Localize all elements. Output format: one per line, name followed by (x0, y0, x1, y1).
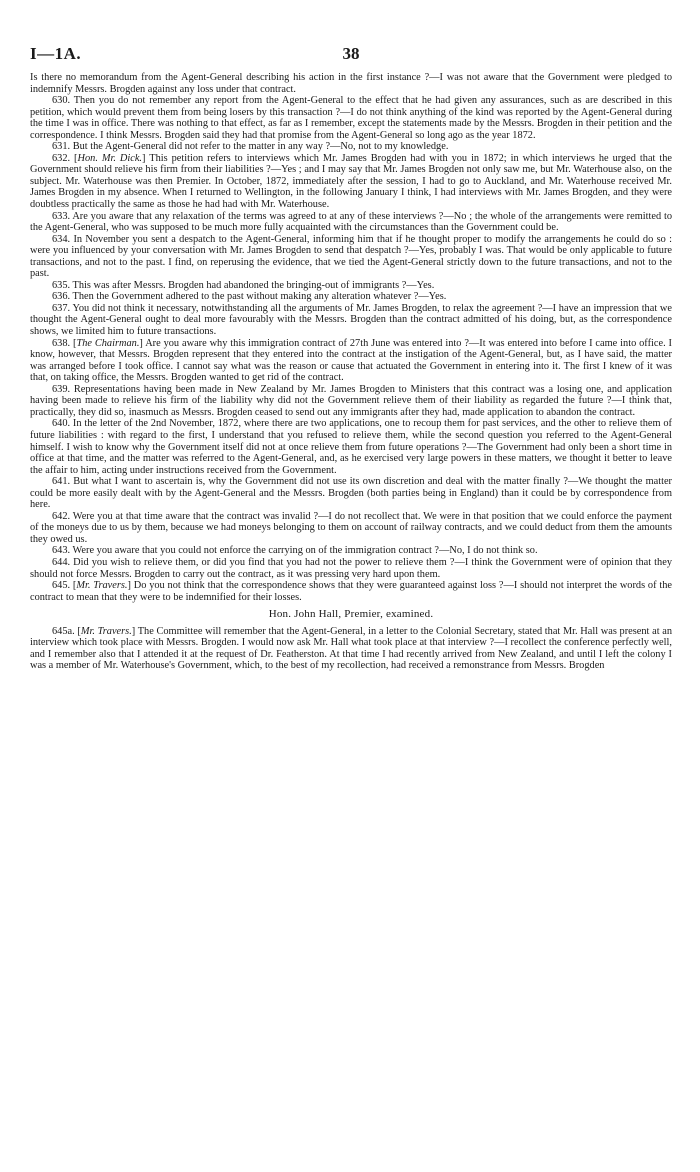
speaker-name: Mr. Travers. (80, 625, 132, 637)
paragraph-q641: 641. But what I want to ascertain is, why the Government did not use its own discretion and deal with the matter finally ?—We thought the matter could be more easily dealt with by the Agent-General and the Messrs. Brogden (both parties being in England) than it could be by correspondence from here. (30, 476, 672, 511)
paragraph-q633: 633. Are you aware that any relaxation of the terms was agreed to at any of these interviews ?—No ; the whole of the arrangements were remitted to the Agent-General, who was supposed to be much more fully acquainted with the circumstances than the Government could be. (30, 210, 672, 234)
paragraph-q643: 643. Were you aware that you could not enforce the carrying on of the immigration contract ?—No, I do not think so. (52, 545, 538, 557)
paragraph-intro: Is there no memorandum from the Agent-General describing his action in the first instance ?—I was not aware that the Government were pledged to indemnify Messrs. Brogden against any loss under that contract. (30, 72, 672, 95)
paragraph-q642: 642. Were you at that time aware that the contract was invalid ?—I do not recollect that. We were in that position that we could enforce the payment of the moneys due to us by them, because we had moneys belonging to them on account of railway contracts, and we could deduct from them the amounts they owed us. (30, 510, 672, 545)
paragraph-q630: 630. Then you do not remember any report from the Agent-General to the effect that he had given any assurances, such as are described in this petition, which would prevent them from being losers by this transaction ?—I do not think anything of the kind was reported by the Agent-General during the time I was in office. There was nothing to that effect, as far as I remember, except the statements made by the Messrs. Brogden in their petition and the correspondence. I think Messrs. Brogden said they had that promise from the Agent-General so long ago as the year 1872. (30, 95, 672, 141)
paragraph-q631: 631. But the Agent-General did not refer to the matter in any way ?—No, not to my knowledge. (52, 141, 449, 153)
paragraph-q635: 635. This was after Messrs. Brogden had abandoned the bringing-out of immigrants ?—Yes. (52, 279, 435, 291)
section-heading: Hon. John Hall, Premier, examined. (268, 608, 434, 621)
paragraph-q640: 640. In the letter of the 2nd November, 1872, where there are two applications, one to recoup them for past services, and the other to relieve them of future liabilities : with regard to the first, I understand that you refused to relieve them, while the second question you referred to the Agent-General himself. I wish to know why the Government itself did not at once relieve them from future operations ?—The Government had only been a short time in office at that time, and the matter was referred to the Agent-General, and, as he exercised very large powers in these matters, we thought it better to leave the affair to him, acting under instructions received from the Government. (30, 418, 672, 476)
paragraph-q639: 639. Representations having been made in New Zealand by Mr. James Brogden to Ministers that this contract was a losing one, and application having been made to relieve his firm of the liability why did not the Government relieve them of their liability as regarded the future ?—I think that, practically, they did so, inasmuch as Messrs. Brogden ceased to send out any immigrants after they had, made application to abandon the contract. (30, 383, 672, 418)
paragraph-text: The Committee will remember that the Agent-General, in a letter to the Colonial Secretary, stated that Mr. Hall was present at an interview which took place with Messrs. Brogden. I would now ask Mr. Hall what took place at that interview ?—I recollect the conference perfectly well, and I remember also that I attended it at the request of Dr. Featherston. At that time I had recently arrived from New Zealand, and until I left the colony I was a member of Mr. Waterhouse's Government, which, to the best of my recollection, had received a remonstrance from Messrs. Brogden (30, 625, 672, 672)
page-number: 38 (342, 44, 360, 63)
document-body (30, 72, 672, 672)
paragraph-q638: 638. [The Chairman.] Are you aware why this immigration contract of 27th June was entered into ?—It was entered into before I came into office. I know, however, that Messrs. Brogden represent that they entered into the contract at the instigation of the Agent-General, but, as I have said, the matter was arranged before I took office. I cannot say what was the reason or cause that actuated the Government in entering into it. The first I knew of it was that, on taking office, the Messrs. Brogden wanted to get rid of the contract. (30, 337, 672, 384)
document-reference: I—1A. (30, 44, 82, 63)
paragraph-q632: 632. [Hon. Mr. Dick.] This petition refers to interviews which Mr. James Brogden had with you in 1872; in which interviews he urged that the Government should relieve his firm from their liabilities ?—Yes ; and I may say that Mr. James Brogden not only saw me, but Mr. Waterhouse also, on the subject. Mr. Waterhouse was then Premier. In October, 1872, immediately after the session, I had to go to Auckland, and Mr. Waterhouse received Mr. James Brogden in my absence. When I returned to Wellington, in the following January I think, I had interviews with Mr. James Brogden, and they were doubtless practically the same as those he had had with Mr. Waterhouse. (30, 152, 673, 211)
paragraph-q636: 636. Then the Government adhered to the past without making any alteration whatever ?—Yes. (52, 291, 447, 303)
question-number: 645a. (52, 625, 75, 637)
page-header (30, 44, 672, 72)
paragraph-q634: 634. In November you sent a despatch to the Agent-General, informing him that if he thought proper to modify the arrangements he could do so : were you influenced by your conversation with Mr. James Brogden to send that despatch ?—Yes, probably I was. That would be only applicable to future transactions, and not to the past. I find, on reperusing the evidence, that we tied the Agent-General strictly down to the future transactions, and not to the past. (30, 233, 672, 280)
paragraph-q637: 637. You did not think it necessary, notwithstanding all the arguments of Mr. James Brogden, to relax the agreement ?—I have an impression that we thought the Agent-General ought to deal more favourably with the Messrs. Brogden than the contract admitted of his doing, but, as the correspondence shows, we limited him to future transactions. (30, 302, 672, 338)
paragraph-q644: 644. Did you wish to relieve them, or did you find that you had not the power to relieve them ?—I think the Government were of opinion that they should not force Messrs. Brogden to carry out the contract, as it was pressing very hard upon them. (30, 556, 672, 580)
paragraph-q645a: 645a. [Mr. Travers.] The Committee will remember that the Agent-General, in a letter to the Colonial Secretary, stated that Mr. Hall was present at an interview which took place with Messrs. Brogden. I would now ask Mr. Hall what took place at that interview ?—I recollect the conference perfectly well, and I remember also that I attended it at the request of Dr. Featherston. At that time I had recently arrived from New Zealand, and until I left the colony I was a member of Mr. Waterhouse's Government, which, to the best of my recollection, had received a remonstrance from Messrs. Brogden (30, 625, 672, 672)
paragraph-q645: 645. [Mr. Travers.] Do you not think that the correspondence shows that they were guaranteed against loss ?—I should not interpret the words of the contract to mean that they were to be indemnified for their losses. (30, 580, 673, 603)
